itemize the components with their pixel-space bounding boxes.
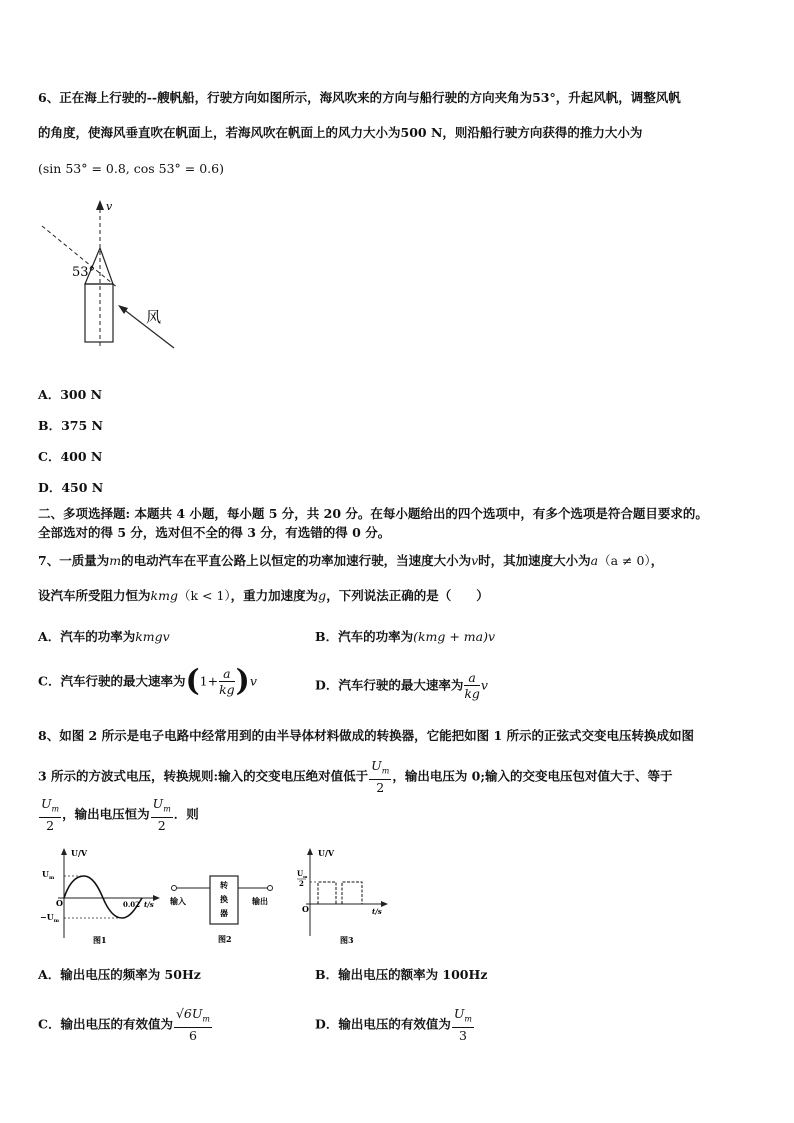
fig1-ylabel: U/V: [71, 848, 88, 858]
svg-text:2: 2: [299, 879, 304, 888]
q6-option-c: C．400 N: [38, 449, 103, 464]
q8-line2: 3 所示的方波式电压，转换规则:输入的交变电压绝对值低于 $\frac{U_m}{2}$ ，输出电压为 0;输入的交变电压包对值大于、等于: [38, 758, 673, 795]
q8-figure3-square: [294, 846, 394, 946]
q6-option-d: D．450 N: [38, 480, 104, 495]
q8-figure1-sine: [38, 846, 168, 946]
q8-figure2-converter: [168, 872, 278, 944]
q6-sailboat-figure: [38, 196, 188, 356]
fig2-input-label: 输入: [170, 896, 186, 906]
fig2-output-label: 输出: [252, 896, 268, 906]
svg-text:器: 器: [220, 908, 228, 918]
q8-option-a: A．输出电压的频率为 50Hz: [38, 967, 201, 982]
fig1-bottom-label: $-U_m$: [40, 912, 59, 924]
q7-line1: 7、一质量为m的电动汽车在平直公路上以恒定的功率加速行驶，当速度大小为v时，其加速度大小为a（a ≠ 0），: [38, 553, 664, 568]
q8-line1: 8、如图 2 所示是电子电路中经常用到的由半导体材料做成的转换器，它能把如图 1 所示的正弦式交变电压转换成如图: [38, 728, 695, 743]
wind-label: 风: [146, 308, 162, 326]
q6-option-a: A．300 N: [38, 387, 103, 402]
angle-label: 53°: [72, 265, 96, 280]
fig1-caption: 图1: [93, 935, 107, 945]
q7-line2: 设汽车所受阻力恒为kmg（k < 1），重力加速度为g，下列说法正确的是（ ）: [38, 588, 489, 603]
section2-line2: 全部选对的得 5 分，选对但不全的得 3 分，有选错的得 0 分。: [38, 525, 391, 540]
q6-line1: 6、正在海上行驶的--艘帆船，行驶方向如图所示，海风吹来的方向与船行驶的方向夹角为53°，升起风帆，调整风帆: [38, 90, 681, 105]
fig3-origin: O: [302, 904, 309, 914]
q7-option-c: C．汽车行驶的最大速率为(1+ $\frac{a}{kg}$ )v: [38, 663, 257, 699]
fig3-caption: 图3: [340, 935, 354, 945]
q7-option-a: A．汽车的功率为kmgv: [38, 629, 170, 644]
q7-option-b: B．汽车的功率为(kmg + ma)v: [315, 629, 496, 644]
v-axis-label: v: [106, 200, 113, 213]
q8-line3: $\frac{U_m}{2}$ ，输出电压恒为 $\frac{U_m}{2}$ ．则: [41, 796, 199, 833]
fig3-ylabel: U/V: [318, 848, 335, 858]
fig3-xlabel: t/s: [372, 907, 382, 916]
section2-line1: 二、多项选择题: 本题共 4 小题，每小题 5 分，共 20 分。在每小题给出的四个选项中，有多个选项是符合题目要求的。: [38, 506, 708, 521]
q8-option-b: B．输出电压的额率为 100Hz: [315, 967, 488, 982]
fig1-top-label: $U_m$: [42, 869, 55, 881]
fig1-origin: O: [56, 898, 63, 908]
svg-text:转: 转: [220, 880, 228, 890]
fig1-xlabel: t/s: [144, 900, 154, 909]
q7-option-d: D．汽车行驶的最大速率为 $\frac{a}{kg}$ v: [315, 670, 488, 701]
q6-option-b: B．375 N: [38, 418, 103, 433]
fig2-caption: 图2: [218, 934, 232, 944]
svg-text:Um: $U_m$: [297, 869, 308, 879]
svg-text:换: 换: [220, 894, 228, 904]
q8-option-c: C．输出电压的有效值为 $\frac{√6U_m}{6}$: [38, 1006, 210, 1043]
fig1-tick: 0.02: [123, 900, 141, 909]
q6-line2: 的角度，使海风垂直吹在帆面上，若海风吹在帆面上的风力大小为500 N，则沿船行驶方向获得的推力大小为: [38, 125, 643, 140]
q8-option-d: D．输出电压的有效值为 $\frac{U_m}{3}$: [315, 1006, 472, 1043]
q6-trig-values: (sin 53° = 0.8, cos 53° = 0.6): [38, 161, 224, 176]
